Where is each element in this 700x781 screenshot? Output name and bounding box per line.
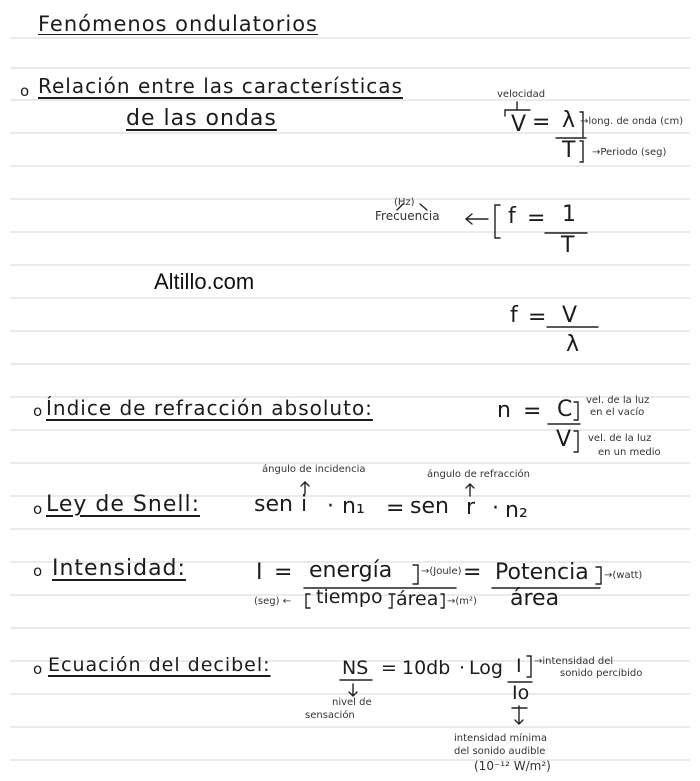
T-note: →Periodo (seg)	[592, 147, 667, 158]
snell-n1: n₁	[342, 494, 365, 519]
seg-note: (seg) ←	[254, 596, 292, 607]
snell-dot1: ·	[327, 494, 334, 519]
formula-f-eq: =	[527, 206, 546, 231]
frequency-arrow	[466, 214, 488, 224]
decibel-NS: NS	[342, 657, 369, 679]
formula-f: f	[508, 204, 516, 229]
formula-f2: f	[510, 303, 518, 328]
heading-snell: Ley de Snell:	[46, 492, 200, 517]
formula-lambda2: λ	[566, 332, 580, 357]
bracket	[306, 594, 310, 608]
formula-f2-eq: =	[528, 305, 547, 330]
intensity-tiempo: tiempo	[316, 586, 383, 608]
io-note-3: (10⁻¹² W/m²)	[474, 759, 551, 773]
heading-relacion-line1: Relación entre las características	[38, 74, 403, 98]
angle-refraction-label: ángulo de refracción	[427, 469, 530, 480]
bracket	[596, 567, 601, 584]
formula-v-medium: V	[556, 427, 572, 452]
velocity-label: velocidad	[497, 89, 546, 100]
decibel-10db: 10db	[402, 657, 451, 679]
bracket	[441, 594, 444, 608]
bullet-indice: o	[33, 402, 43, 420]
decibel-Io: Io	[512, 682, 530, 704]
snell-n2: n₂	[505, 498, 528, 523]
formula-n-eq: =	[523, 399, 542, 424]
v-note-1: vel. de la luz	[588, 433, 652, 444]
formula-v-eq: =	[532, 110, 551, 135]
snell-i: i	[301, 492, 308, 517]
formula-V2: V	[562, 303, 578, 328]
c-note-1: vel. de la luz	[586, 395, 650, 406]
heading-decibel: Ecuación del decibel:	[48, 654, 271, 676]
bracket	[574, 402, 578, 420]
lambda-note: →long. de onda (cm)	[580, 116, 684, 127]
snell-sen2: sen	[410, 494, 449, 519]
I-note-1: →intensidad del	[534, 656, 614, 667]
bracket	[574, 431, 578, 452]
ns-note-2: sensación	[305, 710, 355, 721]
intensity-area: área	[396, 588, 439, 610]
bracket	[527, 656, 531, 677]
page-title: Fenómenos ondulatorios	[38, 12, 318, 36]
bracket	[495, 205, 500, 238]
bullet-snell: o	[33, 500, 43, 518]
intensity-area2: área	[510, 586, 560, 611]
intensity-energia: energía	[309, 558, 393, 583]
formula-c: C	[557, 397, 573, 422]
formula-v: V	[511, 112, 527, 137]
formula-T: T	[562, 138, 576, 163]
formula-lambda: λ	[562, 108, 576, 133]
decibel-log: Log	[469, 657, 503, 679]
c-note-2: en el vacío	[590, 407, 645, 418]
bracket	[413, 565, 418, 584]
io-note-2: del sonido audible	[454, 746, 546, 757]
intensity-I: I	[256, 560, 263, 585]
ns-note-1: nivel de	[332, 697, 372, 708]
heading-relacion-line2: de las ondas	[126, 106, 277, 131]
snell-r: r	[466, 495, 476, 520]
I-note-2: sonido percibido	[560, 668, 643, 679]
formula-T2: T	[561, 233, 575, 258]
watt-note: →(watt)	[604, 570, 643, 581]
bullet-decibel: o	[33, 660, 43, 678]
decibel-dot: ·	[459, 657, 466, 679]
m2-note: →(m²)	[447, 596, 477, 607]
intensity-eq: =	[274, 560, 293, 585]
heading-indice: Índice de refracción absoluto:	[46, 396, 373, 420]
watermark: Altillo.com	[154, 269, 255, 294]
heading-intensidad: Intensidad:	[52, 556, 186, 581]
intensity-potencia: Potencia	[495, 560, 589, 585]
angle-incidence-label: ángulo de incidencia	[262, 464, 366, 475]
joule-note: →(Joule)	[421, 566, 462, 577]
formula-n: n	[497, 398, 511, 423]
snell-dot2: ·	[492, 496, 499, 521]
frequency-label: Frecuencia	[375, 209, 440, 223]
snell-sen1: sen	[254, 492, 293, 517]
hz-label: (Hz)	[394, 197, 415, 208]
snell-eq: =	[386, 496, 405, 521]
v-note-2: en un medio	[598, 447, 661, 458]
bullet-intensidad: o	[33, 562, 43, 580]
intensity-eq2: =	[463, 560, 482, 585]
decibel-eq: =	[381, 657, 397, 679]
io-note-1: intensidad mínima	[454, 733, 548, 744]
formula-one: 1	[562, 202, 576, 227]
decibel-I: I	[516, 655, 522, 677]
bracket	[389, 594, 395, 608]
bullet-relacion: o	[20, 82, 30, 100]
bracket	[580, 141, 583, 162]
